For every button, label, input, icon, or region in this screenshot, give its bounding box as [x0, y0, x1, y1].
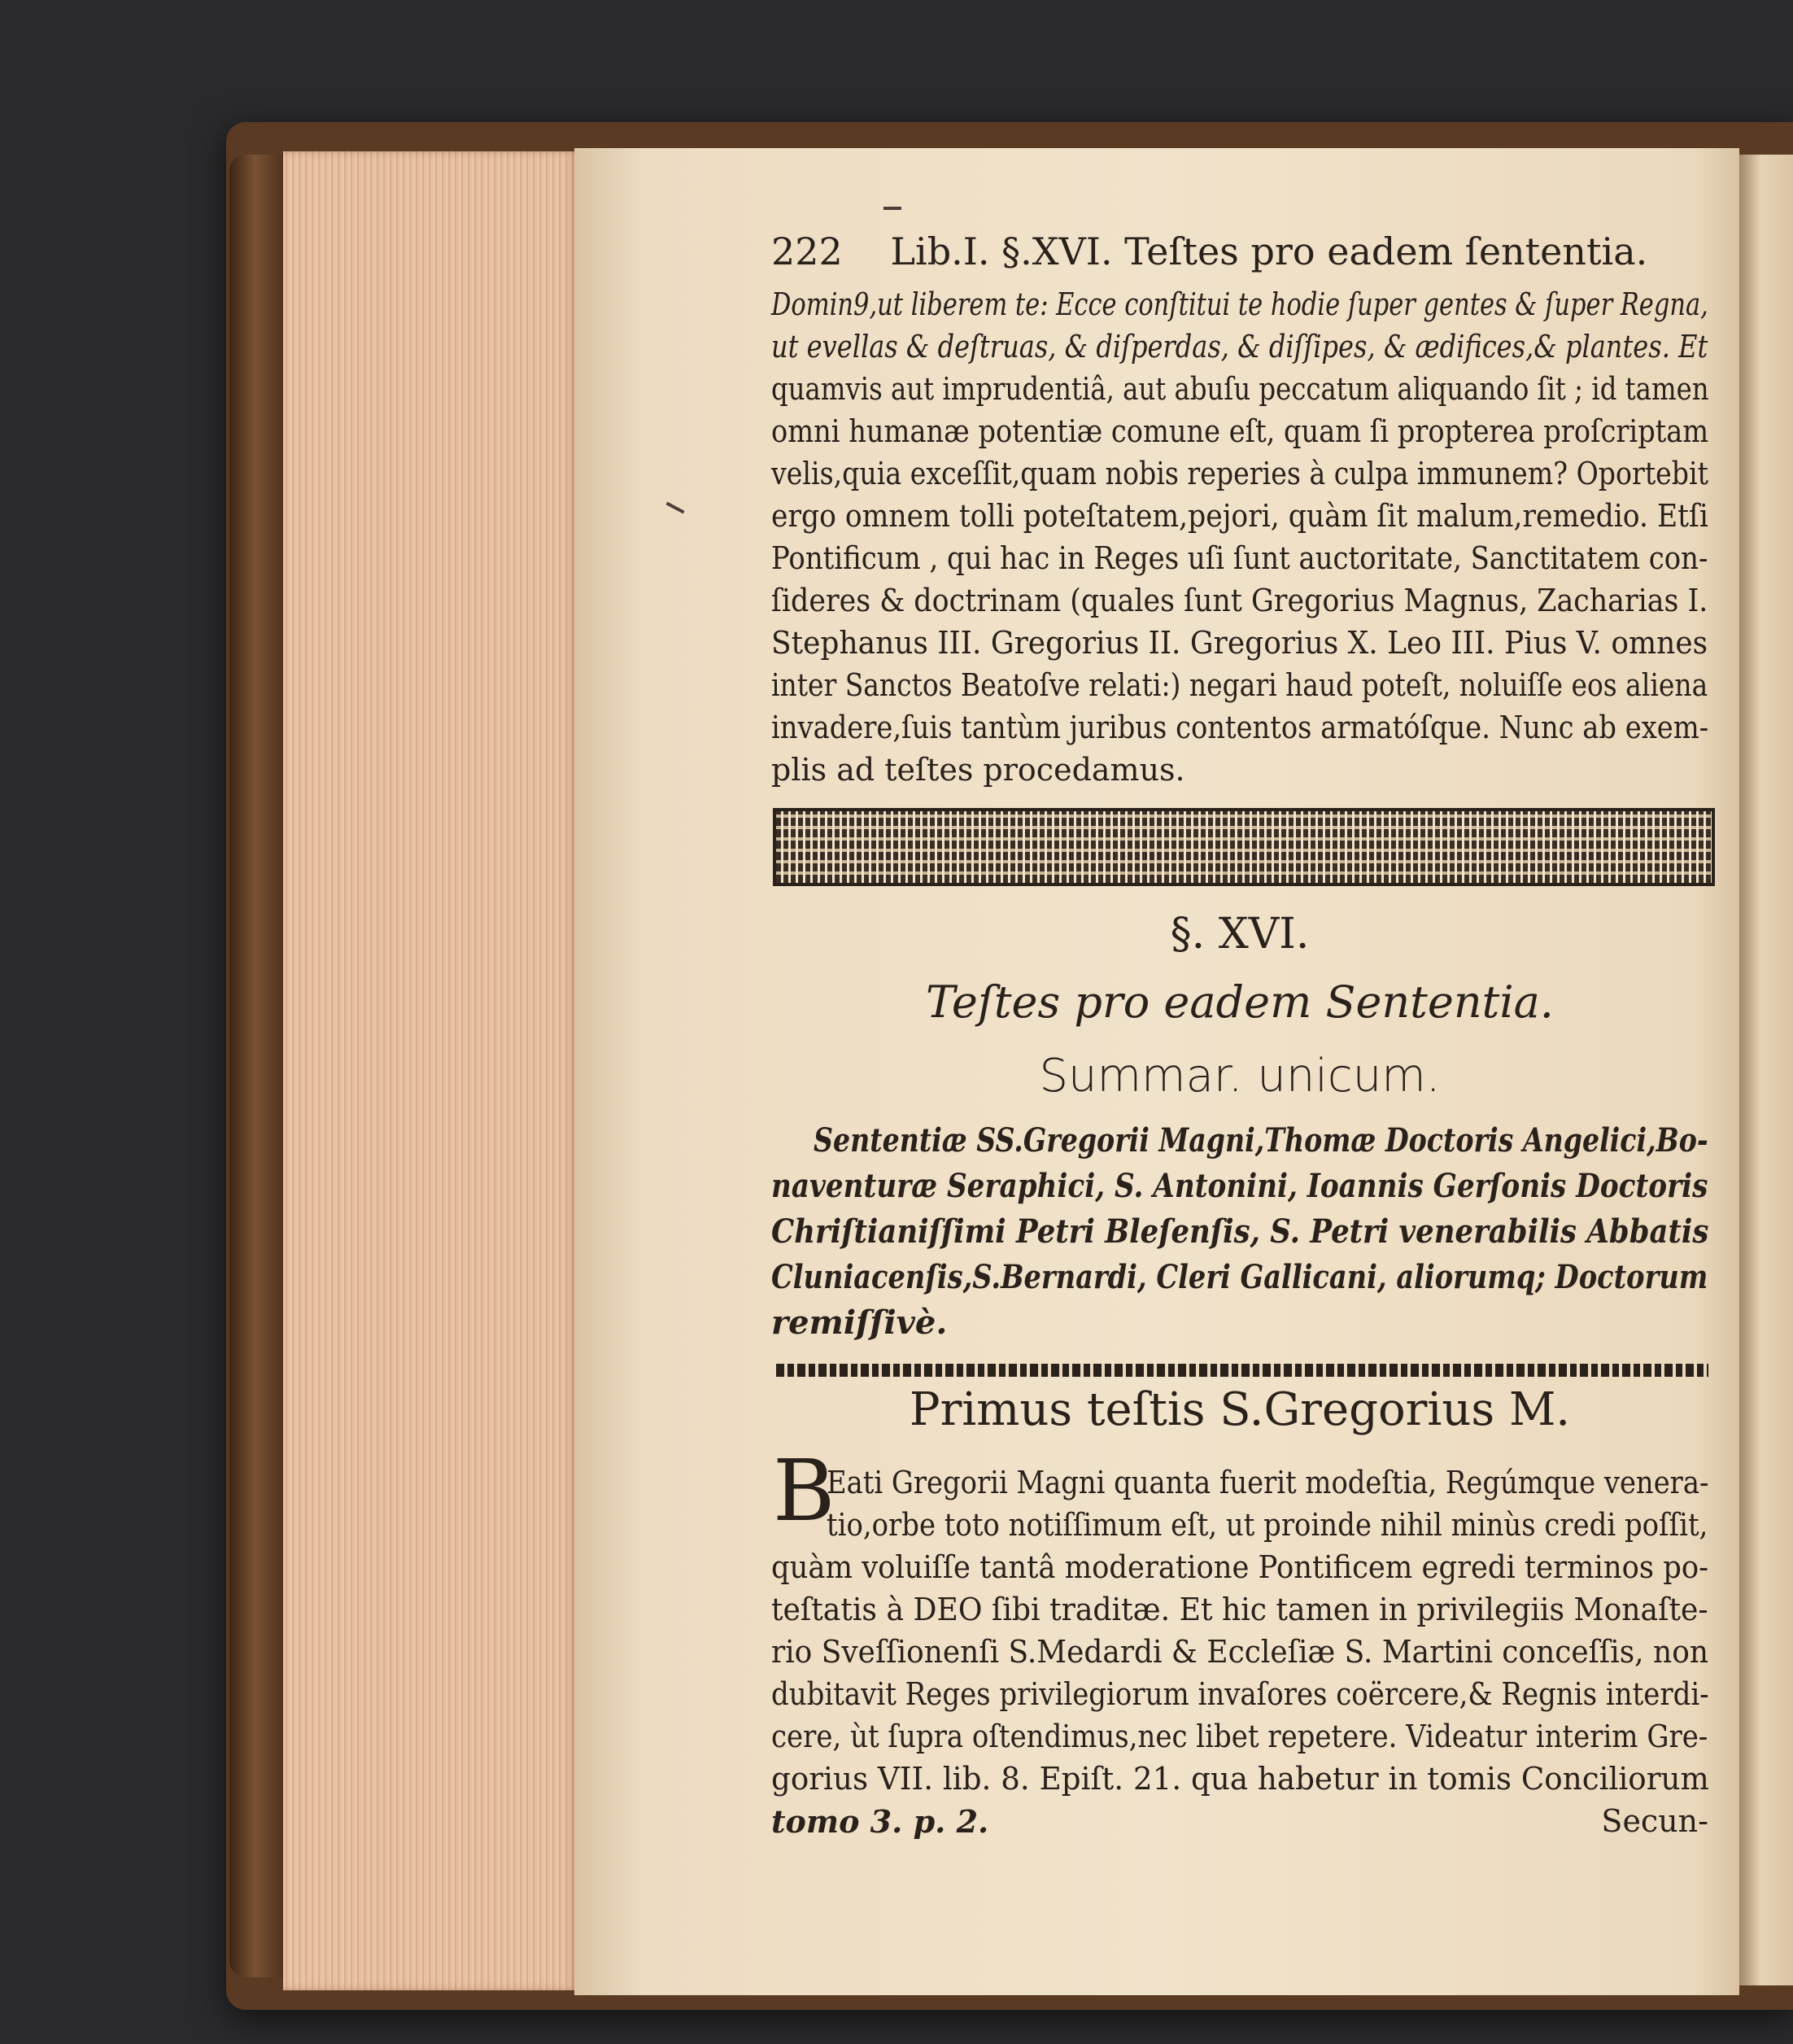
text-line: invadere,ſuis tantùm juribus contentos armatóſque. Nunc ab exem- [771, 710, 1709, 745]
text-line: omni humanæ potentiæ comune eſt, quam ſi propterea proſcriptam [771, 413, 1709, 449]
summary-heading: Summar. unicum. [1039, 1050, 1441, 1103]
witness-heading: Primus teſtis S.Gregorius M. [909, 1383, 1571, 1436]
drop-cap: B [773, 1441, 835, 1540]
text-line: ſideres & doctrinam (quales ſunt Gregorius Magnus, Zacharias I. [771, 583, 1708, 618]
text-line: rio Sveſſionenſi S.Medardi & Eccleſiæ S. Martini conceſſis, non [771, 1634, 1708, 1670]
summary-line: Chriſtianiſſimi Petri Bleſenſis, S. Petri venerabilis Abbatis [771, 1212, 1709, 1251]
text-line: inter Sanctos Beatoſve relati:) negari haud poteſt, noluiſſe eos aliena [771, 667, 1708, 703]
catchword: Secun- [1601, 1803, 1708, 1839]
page-footer [771, 1803, 1708, 1840]
section-title: Teſtes pro eadem Sententia. [926, 976, 1554, 1028]
page-number: 222 [771, 229, 843, 273]
text-line: dubitavit Reges privilegiorum invaſores coërcere,& Regnis interdi- [771, 1676, 1709, 1712]
text-line: velis,quia exceſſit,quam nobis reperies à culpa immunem? Oportebit [771, 456, 1708, 491]
text-line: tio,orbe toto notiſſimum eſt, ut proinde nihil minùs credi poſſit, [827, 1507, 1708, 1543]
text-line: teſtatis à DEO ſibi traditæ. Et hic tamen in privilegiis Monaſte- [771, 1592, 1708, 1627]
page-edges [283, 151, 578, 1990]
text-line: Stephanus III. Gregorius II. Gregorius X. Leo III. Pius V. omnes [771, 625, 1708, 661]
summary-line: naventuræ Seraphici, S. Antonini, Ioannis Gerſonis Doctoris [771, 1167, 1708, 1205]
text-line: Domin9,ut liberem te: Ecce conſtitui te hodie ſuper gentes & ſuper Regna, [771, 286, 1708, 322]
facing-page-edge [1739, 155, 1793, 1985]
footer-reference: tomo 3. p. 2. [771, 1803, 989, 1840]
text-line: quàm voluiſſe tantâ moderatione Pontificem egredi terminos po- [771, 1549, 1709, 1585]
book-spine [229, 155, 286, 1977]
text-line: quamvis aut imprudentiâ, aut abuſu peccatum aliquando ſit ; id tamen [771, 371, 1709, 407]
text-line: gorius VII. lib. 8. Epiſt. 21. qua habetur in tomis Conciliorum [771, 1761, 1709, 1797]
ornament-rule [776, 1364, 1708, 1377]
summary-line: Sententiæ SS.Gregorii Magni,Thomæ Doctoris Angelici,Bo- [814, 1121, 1708, 1160]
printer-ornament-band [773, 808, 1715, 886]
section-number: §. XVI. [1170, 910, 1310, 959]
text-line: plis ad teſtes procedamus. [771, 752, 1185, 788]
text-line: ergo omnem tolli poteſtatem,pejori, quàm ſit malum,remedio. Etſi [771, 498, 1708, 534]
text-line: cere, ùt ſupra oſtendimus,nec libet repetere. Videatur interim Gre- [771, 1719, 1708, 1754]
text-line: Eati Gregorii Magni quanta fuerit modeſtia, Regúmque venera- [827, 1465, 1709, 1500]
running-title: Lib.I. §.XVI. Teſtes pro eadem ſententia. [890, 229, 1648, 273]
text-line: Pontificum , qui hac in Reges uſi ſunt auctoritate, Sanctitatem con- [771, 540, 1708, 576]
summary-line: Cluniacenſis,S.Bernardi, Cleri Gallicani, aliorumq; Doctorum [771, 1258, 1708, 1296]
running-head [771, 229, 1647, 273]
text-line: ut evellas & deſtruas, & diſperdas, & diſſipes, & ædifices,& plantes. Et [771, 329, 1708, 365]
summary-line: remiſſivè. [771, 1304, 948, 1342]
margin-mark [883, 207, 901, 210]
